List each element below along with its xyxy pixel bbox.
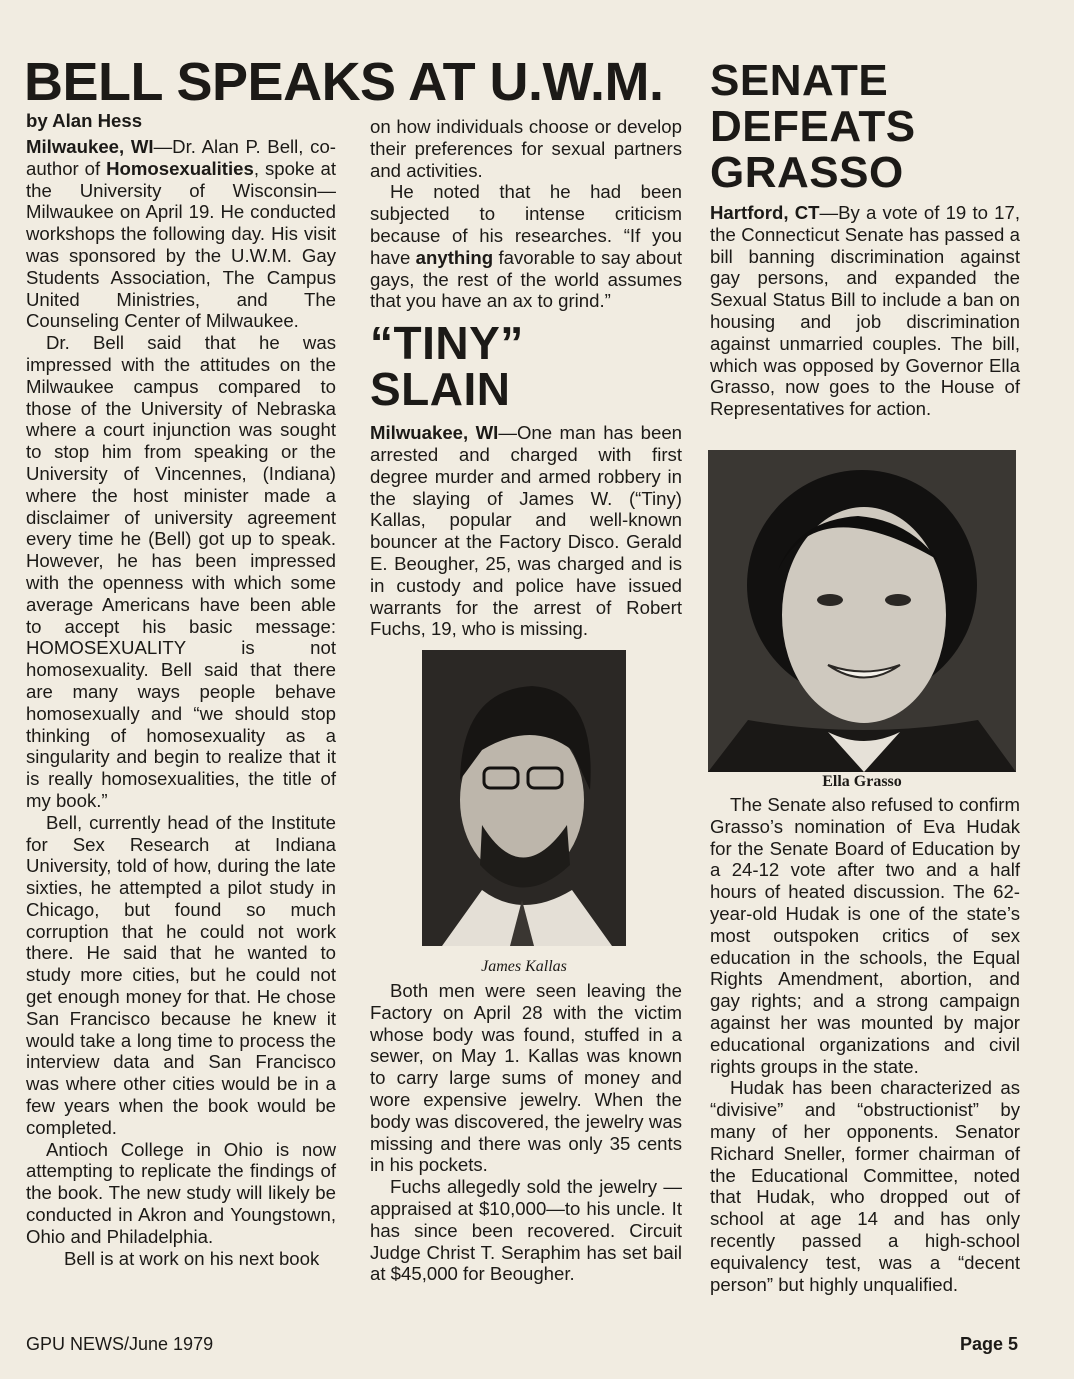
bell-paragraph-4: Antioch College in Ohio is now attempting to replicate the findings of the book. The new study will likely be conducted in Akron and Youngstown, Ohio and Philadelphia. bbox=[26, 1138, 336, 1247]
photo-ella-grasso bbox=[708, 450, 1016, 772]
grasso-paragraph-2: The Senate also refused to confirm Grasso’s nomination of Eva Hudak for the Senate Board of Education by a 24-12 vote after two and a half hours of heated discussion. The 62-year-old Hudak is one of the state’s most outspoken critics of sex education in the schools, the Equal Rights Amendment, abortion, and gay rights; and a strong campaign against her was mounted by major educational organizations and civil rights groups in the state. bbox=[710, 794, 1020, 1077]
column-grasso-article bbox=[710, 58, 1020, 420]
bell-paragraph-2: Dr. Bell said that he was impressed with the attitudes on the Milwaukee campus compared to those of the University of Nebraska where a court injunction was sought to stop him from speaking or the University of Vincennes, (Indiana) where the host minister made a disclaimer of university agreement every time he (Bell) got up to speak. However, he has been impressed with the openness with which some average Americans have been able to accept his basic message: HOMOSEXUALITY is not homosexuality. Bell said that there are many ways people behave homosexually and “we should stop thinking of homosexuality as a singularity and begin to realize that it is really homosexualities, the title of my book.” bbox=[26, 332, 336, 811]
byline: by Alan Hess bbox=[26, 110, 143, 131]
bell-continued-paragraph-2: He noted that he had been subjected to intense criticism because of his researches. “If you have anything favorable to say about gays, the rest of the world assumes that you have an ax to grind.” bbox=[370, 181, 682, 312]
column-middle-lower bbox=[370, 980, 682, 1285]
tiny-paragraph-1: Milwuakee, WI—One man has been arrested and charged with first degree murder and armed robbery in the slaying of James W. (“Tiny) Kallas, popular and well-known bouncer at the Factory Disco. Gerald E. Beougher, 25, was charged and is in custody and police have issued warrants for the arrest of Robert Fuchs, 19, who is missing. bbox=[370, 422, 682, 640]
headline-bell-speaks: BELL SPEAKS AT U.W.M. bbox=[24, 52, 664, 112]
footer-publication: GPU NEWS/June 1979 bbox=[26, 1334, 214, 1354]
bell-continued-paragraph-1: on how individuals choose or develop their preferences for sexual partners and activities. bbox=[370, 116, 682, 181]
caption-james-kallas: James Kallas bbox=[481, 958, 567, 975]
dateline-milwaukee: Milwaukee, WI bbox=[26, 136, 154, 157]
column-bell-article bbox=[26, 110, 336, 1269]
bell-paragraph-3: Bell, currently head of the Institute for Sex Research at Indiana University, told of how, during the late sixties, he attempted a pilot study in Chicago, but found so much corruption that he could not work there. He said that he wanted to study more cities, but he could not get enough money for that. He chose San Francisco because he knew it would take a long time to process the interview data and San Francisco was where other cities would be in a few years when the book would be completed. bbox=[26, 811, 336, 1138]
dateline-milwuakee: Milwuakee, WI bbox=[370, 422, 499, 444]
bell-paragraph-1: Milwaukee, WI—Dr. Alan P. Bell, co-author of Homosexualities, spoke at the University of Wisconsin—Milwaukee on April 19. He conducted workshops the following day. His visit was sponsored by the U.W.M. Gay Students Association, The Campus United Ministries, and The Counseling Center of Milwaukee. bbox=[26, 136, 336, 332]
column-middle bbox=[370, 116, 682, 640]
headline-tiny-slain: “TINY” SLAIN bbox=[370, 317, 524, 416]
caption-ella-grasso: Ella Grasso bbox=[822, 773, 902, 790]
portrait-man-image bbox=[422, 650, 626, 946]
portrait-woman-image bbox=[708, 450, 1016, 772]
book-title: Homosexualities bbox=[106, 157, 254, 179]
photo-james-kallas bbox=[422, 650, 626, 946]
column-grasso-lower bbox=[710, 794, 1020, 1295]
grasso-paragraph-3: Hudak has been characterized as “divisive” and “obstructionist” by many of her opponents. Senator Richard Sneller, former chairman of the Educational Committee, noted that Hudak, who dropped out of school at age 14 and has only recently passed a high-school equivalency test, was a “decent person” but highly unqualified. bbox=[710, 1077, 1020, 1295]
dateline-hartford: Hartford, CT bbox=[710, 202, 820, 223]
headline-senate-defeats-grasso: SENATE DEFEATS GRASSO bbox=[710, 56, 916, 197]
grasso-paragraph-1: Hartford, CT—By a vote of 19 to 17, the Connecticut Senate has passed a bill banning discrimination against gay persons, and expanded the Sexual Status Bill to include a ban on housing and job discrimination against unmarried couples. The bill, which was opposed by Governor Ella Grasso, now goes to the House of Representatives for action. bbox=[710, 202, 1020, 420]
footer-page-number: Page 5 bbox=[959, 1334, 1018, 1354]
bell-paragraph-5: Bell is at work on his next book bbox=[64, 1247, 320, 1269]
tiny-paragraph-3: Fuchs allegedly sold the jewelry —appraised at $10,000—to his uncle. It has since been recovered. Circuit Judge Christ T. Seraphim has set bail at $45,000 for Beougher. bbox=[370, 1176, 682, 1285]
tiny-paragraph-2: Both men were seen leaving the Factory on April 28 with the victim whose body was found, stuffed in a sewer, on May 1. Kallas was known to carry large sums of money and wore expensive jewelry. When the body was discovered, the jewelry was missing and there was only 35 cents in his pockets. bbox=[370, 980, 682, 1176]
